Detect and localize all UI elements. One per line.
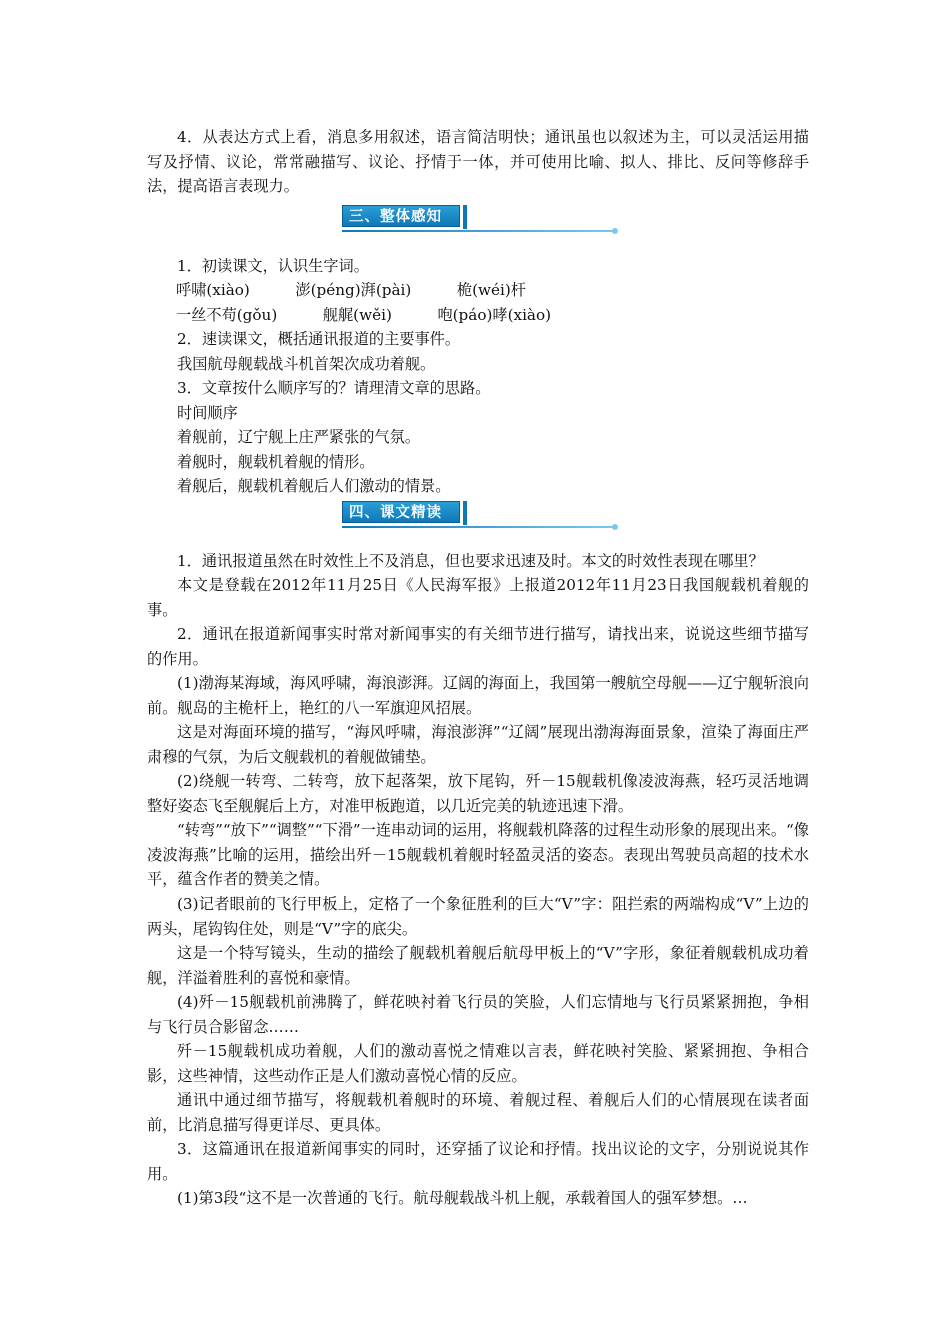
heading-dot <box>612 524 618 530</box>
answer: 着舰前，辽宁舰上庄严紧张的气氛。 <box>177 428 420 446</box>
question: 2．速读课文，概括通讯报道的主要事件。 <box>177 330 461 348</box>
question: 3．文章按什么顺序写的？请理清文章的思路。 <box>177 379 491 397</box>
vocab-line: 一丝不苟(gǒu) 舰艉(wěi) 咆(páo)哮(xiào) <box>176 306 552 324</box>
question: 1．通讯报道虽然在时效性上不及消息，但也要求迅速及时。本文的时效性表现在哪里？ <box>177 552 764 570</box>
question: 2．通讯在报道新闻事实时常对新闻事实的有关细节进行描写，请找出来，说说这些细节描写的作用。 <box>147 625 809 668</box>
answer: 歼－15舰载机成功着舰，人们的激动喜悦之情难以言表，鲜花映衬笑脸、紧紧拥抱、争相合影，这些神情，这些动作正是人们激动喜悦心情的反应。 <box>147 1042 809 1085</box>
answer: 本文是登载在2012年11月25日《人民海军报》上报道2012年11月23日我国舰载机着舰的事。 <box>147 576 809 619</box>
heading-dot <box>612 228 618 234</box>
answer: 着舰后，舰载机着舰后人们激动的情景。 <box>177 477 451 495</box>
answer: 通讯中通过细节描写，将舰载机着舰时的环境、着舰过程、着舰后人们的心情展现在读者面前，比消息描写得更详尽、更具体。 <box>147 1091 809 1134</box>
answer: 这是对海面环境的描写，“海风呼啸，海浪澎湃”“辽阔”展现出渤海海面景象，渲染了海面庄严肃穆的气氛，为后文舰载机的着舰做铺垫。 <box>147 723 809 766</box>
question: 3．这篇通讯在报道新闻事实的同时，还穿插了议论和抒情。找出议论的文字，分别说说其作用。 <box>147 1140 809 1183</box>
section-title: 四、课文精读 <box>342 501 460 523</box>
paragraph: 4．从表达方式上看，消息多用叙述，语言简洁明快；通讯虽也以叙述为主，可以灵活运用描写及抒情、议论，常常融描写、议论、抒情于一体，并可使用比喻、拟人、排比、反问等修辞手法，提高语言表现力。 <box>147 128 809 195</box>
quote: (3)记者眼前的飞行甲板上，定格了一个象征胜利的巨大“V”字：阻拦索的两端构成“V”上边的两头，尾钩钩住处，则是“V”字的底尖。 <box>147 895 809 938</box>
heading-underline <box>342 230 614 232</box>
answer: 着舰时，舰载机着舰的情形。 <box>177 453 375 471</box>
quote: (2)绕舰一转弯、二转弯，放下起落架，放下尾钩，歼－15舰载机像凌波海燕，轻巧灵活地调整好姿态飞至舰艉后上方，对准甲板跑道，以几近完美的轨迹迅速下滑。 <box>147 772 809 815</box>
quote: (4)歼－15舰载机前沸腾了，鲜花映衬着飞行员的笑脸，人们忘情地与飞行员紧紧拥抱，争相与飞行员合影留念…… <box>147 993 809 1036</box>
answer: 这是一个特写镜头，生动的描绘了舰载机着舰后航母甲板上的“V”字形，象征着舰载机成功着舰，洋溢着胜利的喜悦和豪情。 <box>147 944 809 987</box>
vocab-line: 呼啸(xiào) 澎(péng)湃(pài) 桅(wéi)杆 <box>176 281 526 299</box>
heading-bar <box>463 205 467 229</box>
heading-bar <box>463 501 467 525</box>
heading-underline <box>342 526 614 528</box>
answer: 时间顺序 <box>177 404 238 422</box>
question: 1．初读课文，认识生字词。 <box>177 257 369 275</box>
section-title: 三、整体感知 <box>342 205 460 227</box>
answer: 我国航母舰载战斗机首架次成功着舰。 <box>177 355 436 373</box>
answer: “转弯”“放下”“调整”“下滑”一连串动词的运用，将舰载机降落的过程生动形象的展现出来。“像凌波海燕”比喻的运用，描绘出歼－15舰载机着舰时轻盈灵活的姿态。表现出驾驶员高超的技术水平，蕴含作者的赞美之情。 <box>147 821 809 888</box>
quote: (1)渤海某海域，海风呼啸，海浪澎湃。辽阔的海面上，我国第一艘航空母舰——辽宁舰斩浪向前。舰岛的主桅杆上，艳红的八一军旗迎风招展。 <box>147 674 809 717</box>
quote: (1)第3段“这不是一次普通的飞行。航母舰载战斗机上舰，承载着国人的强军梦想。… <box>177 1189 748 1207</box>
